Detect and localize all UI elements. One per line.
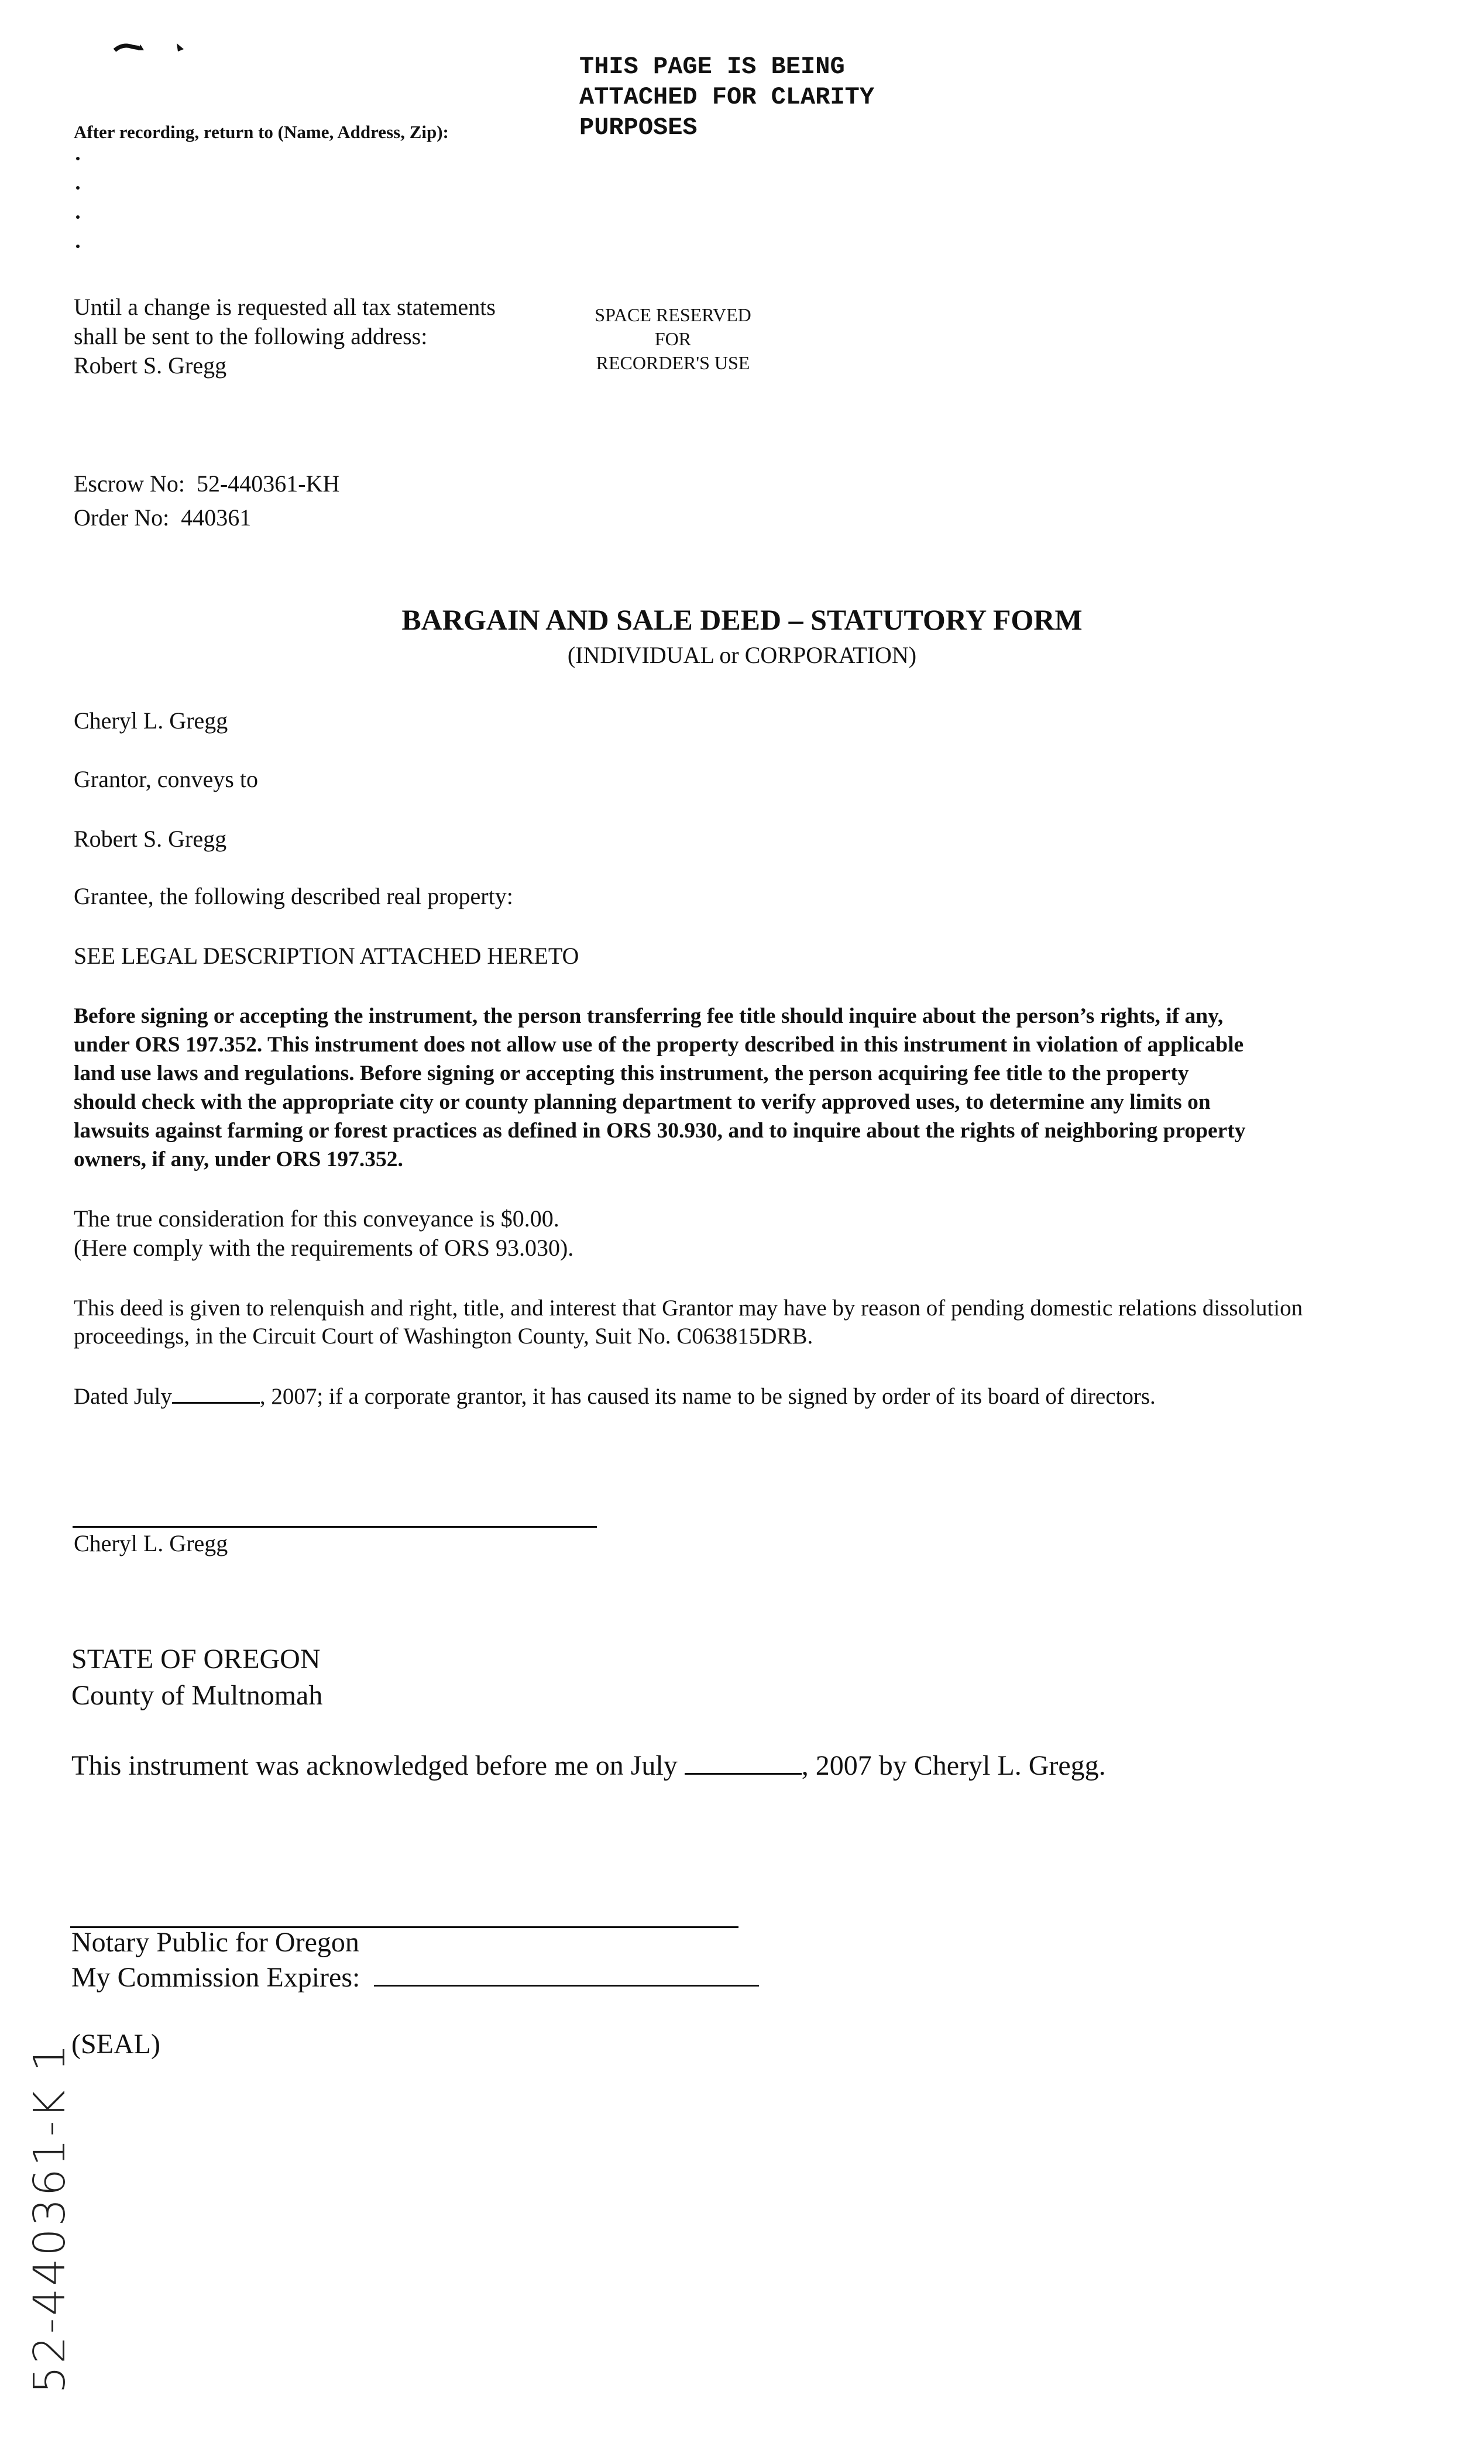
warning-line-2: under ORS 197.352. This instrument does not allow use of the property described in this instrument in violation of applicable	[74, 1033, 1244, 1057]
notary-state: STATE OF OREGON	[71, 1644, 321, 1675]
notice-line-2: ATTACHED FOR CLARITY	[579, 83, 875, 111]
acknowledgment-line	[71, 1750, 1106, 1782]
notice-line-1: THIS PAGE IS BEING	[579, 53, 845, 81]
recorder-line-2: FOR	[654, 328, 692, 349]
notice-line-3: PURPOSES	[579, 114, 698, 142]
warning-line-6: owners, if any, under ORS 197.352.	[74, 1147, 403, 1171]
warning-line-5: lawsuits against farming or forest practices as defined in ORS 30.930, and to inquire about the rights of neighboring property	[74, 1119, 1246, 1143]
escrow-block	[74, 467, 339, 535]
grantor-signature-line	[73, 1526, 597, 1528]
grantor-signature-name: Cheryl L. Gregg	[74, 1530, 228, 1556]
recorder-use-block	[562, 303, 784, 375]
deed-subtitle: (INDIVIDUAL or CORPORATION)	[567, 642, 917, 668]
commission-blank	[374, 1984, 759, 1987]
grantee-property: Grantee, the following described real property:	[74, 883, 513, 909]
ack-suffix: , 2007 by Cheryl L. Gregg.	[801, 1750, 1106, 1781]
ors-warning-paragraph	[74, 1002, 1420, 1174]
legal-description: SEE LEGAL DESCRIPTION ATTACHED HERETO	[74, 943, 579, 969]
corner-mark-icon	[111, 35, 199, 59]
return-to-label: After recording, return to (Name, Address, Zip):	[74, 122, 449, 142]
commission-line	[71, 1961, 759, 1994]
relinquish-paragraph	[74, 1294, 1303, 1350]
tax-line-2: shall be sent to the following address:	[74, 323, 428, 349]
tax-line-1: Until a change is requested all tax statements	[74, 294, 496, 320]
ack-day-blank	[685, 1772, 802, 1775]
consideration-line-1: The true consideration for this conveyance is $0.00.	[74, 1205, 559, 1232]
dated-suffix: , 2007; if a corporate grantor, it has caused its name to be signed by order of its board of directors.	[259, 1384, 1156, 1409]
seal-label: (SEAL)	[71, 2029, 160, 2060]
consideration-block	[74, 1204, 573, 1263]
tax-statement-block	[74, 293, 496, 380]
dated-line	[74, 1383, 1156, 1410]
handwritten-margin-note	[23, 2030, 76, 2405]
recorder-line-3: RECORDER'S USE	[596, 352, 750, 373]
recorder-line-1: SPACE RESERVED	[595, 304, 751, 325]
ack-prefix: This instrument was acknowledged before me on July	[71, 1750, 678, 1781]
order-number: Order No: 440361	[74, 504, 252, 531]
relinquish-line-2: proceedings, in the Circuit Court of Washington County, Suit No. C063815DRB.	[74, 1324, 813, 1349]
dated-prefix: Dated July	[74, 1384, 172, 1409]
grantor-name: Cheryl L. Gregg	[74, 707, 228, 734]
consideration-line-2: (Here comply with the requirements of ORS 93.030).	[74, 1235, 574, 1261]
notary-county: County of Multnomah	[71, 1680, 323, 1711]
attached-notice	[579, 51, 874, 143]
warning-line-1: Before signing or accepting the instrument, the person transferring fee title should inquire about the person’s rights, if any,	[74, 1004, 1224, 1028]
relinquish-line-1: This deed is given to relenquish and right, title, and interest that Grantor may have by reason of pending domestic relations dissolution	[74, 1295, 1303, 1321]
notary-public-label: Notary Public for Oregon	[71, 1927, 359, 1958]
deed-title: BARGAIN AND SALE DEED – STATUTORY FORM	[401, 603, 1083, 636]
grantor-conveys: Grantor, conveys to	[74, 766, 258, 792]
warning-line-3: land use laws and regulations. Before signing or accepting this instrument, the person acquiring fee title to the property	[74, 1061, 1189, 1085]
address-placeholder-dots	[76, 157, 80, 248]
dated-day-blank	[172, 1401, 260, 1404]
warning-line-4: should check with the appropriate city or county planning department to verify approved uses, to determine any limits on	[74, 1090, 1211, 1114]
tax-name: Robert S. Gregg	[74, 352, 227, 379]
commission-label: My Commission Expires:	[71, 1962, 360, 1993]
grantee-name: Robert S. Gregg	[74, 826, 227, 852]
margin-note-text: 52-440361-K 1	[25, 2042, 75, 2394]
escrow-number: Escrow No: 52-440361-KH	[74, 470, 340, 497]
